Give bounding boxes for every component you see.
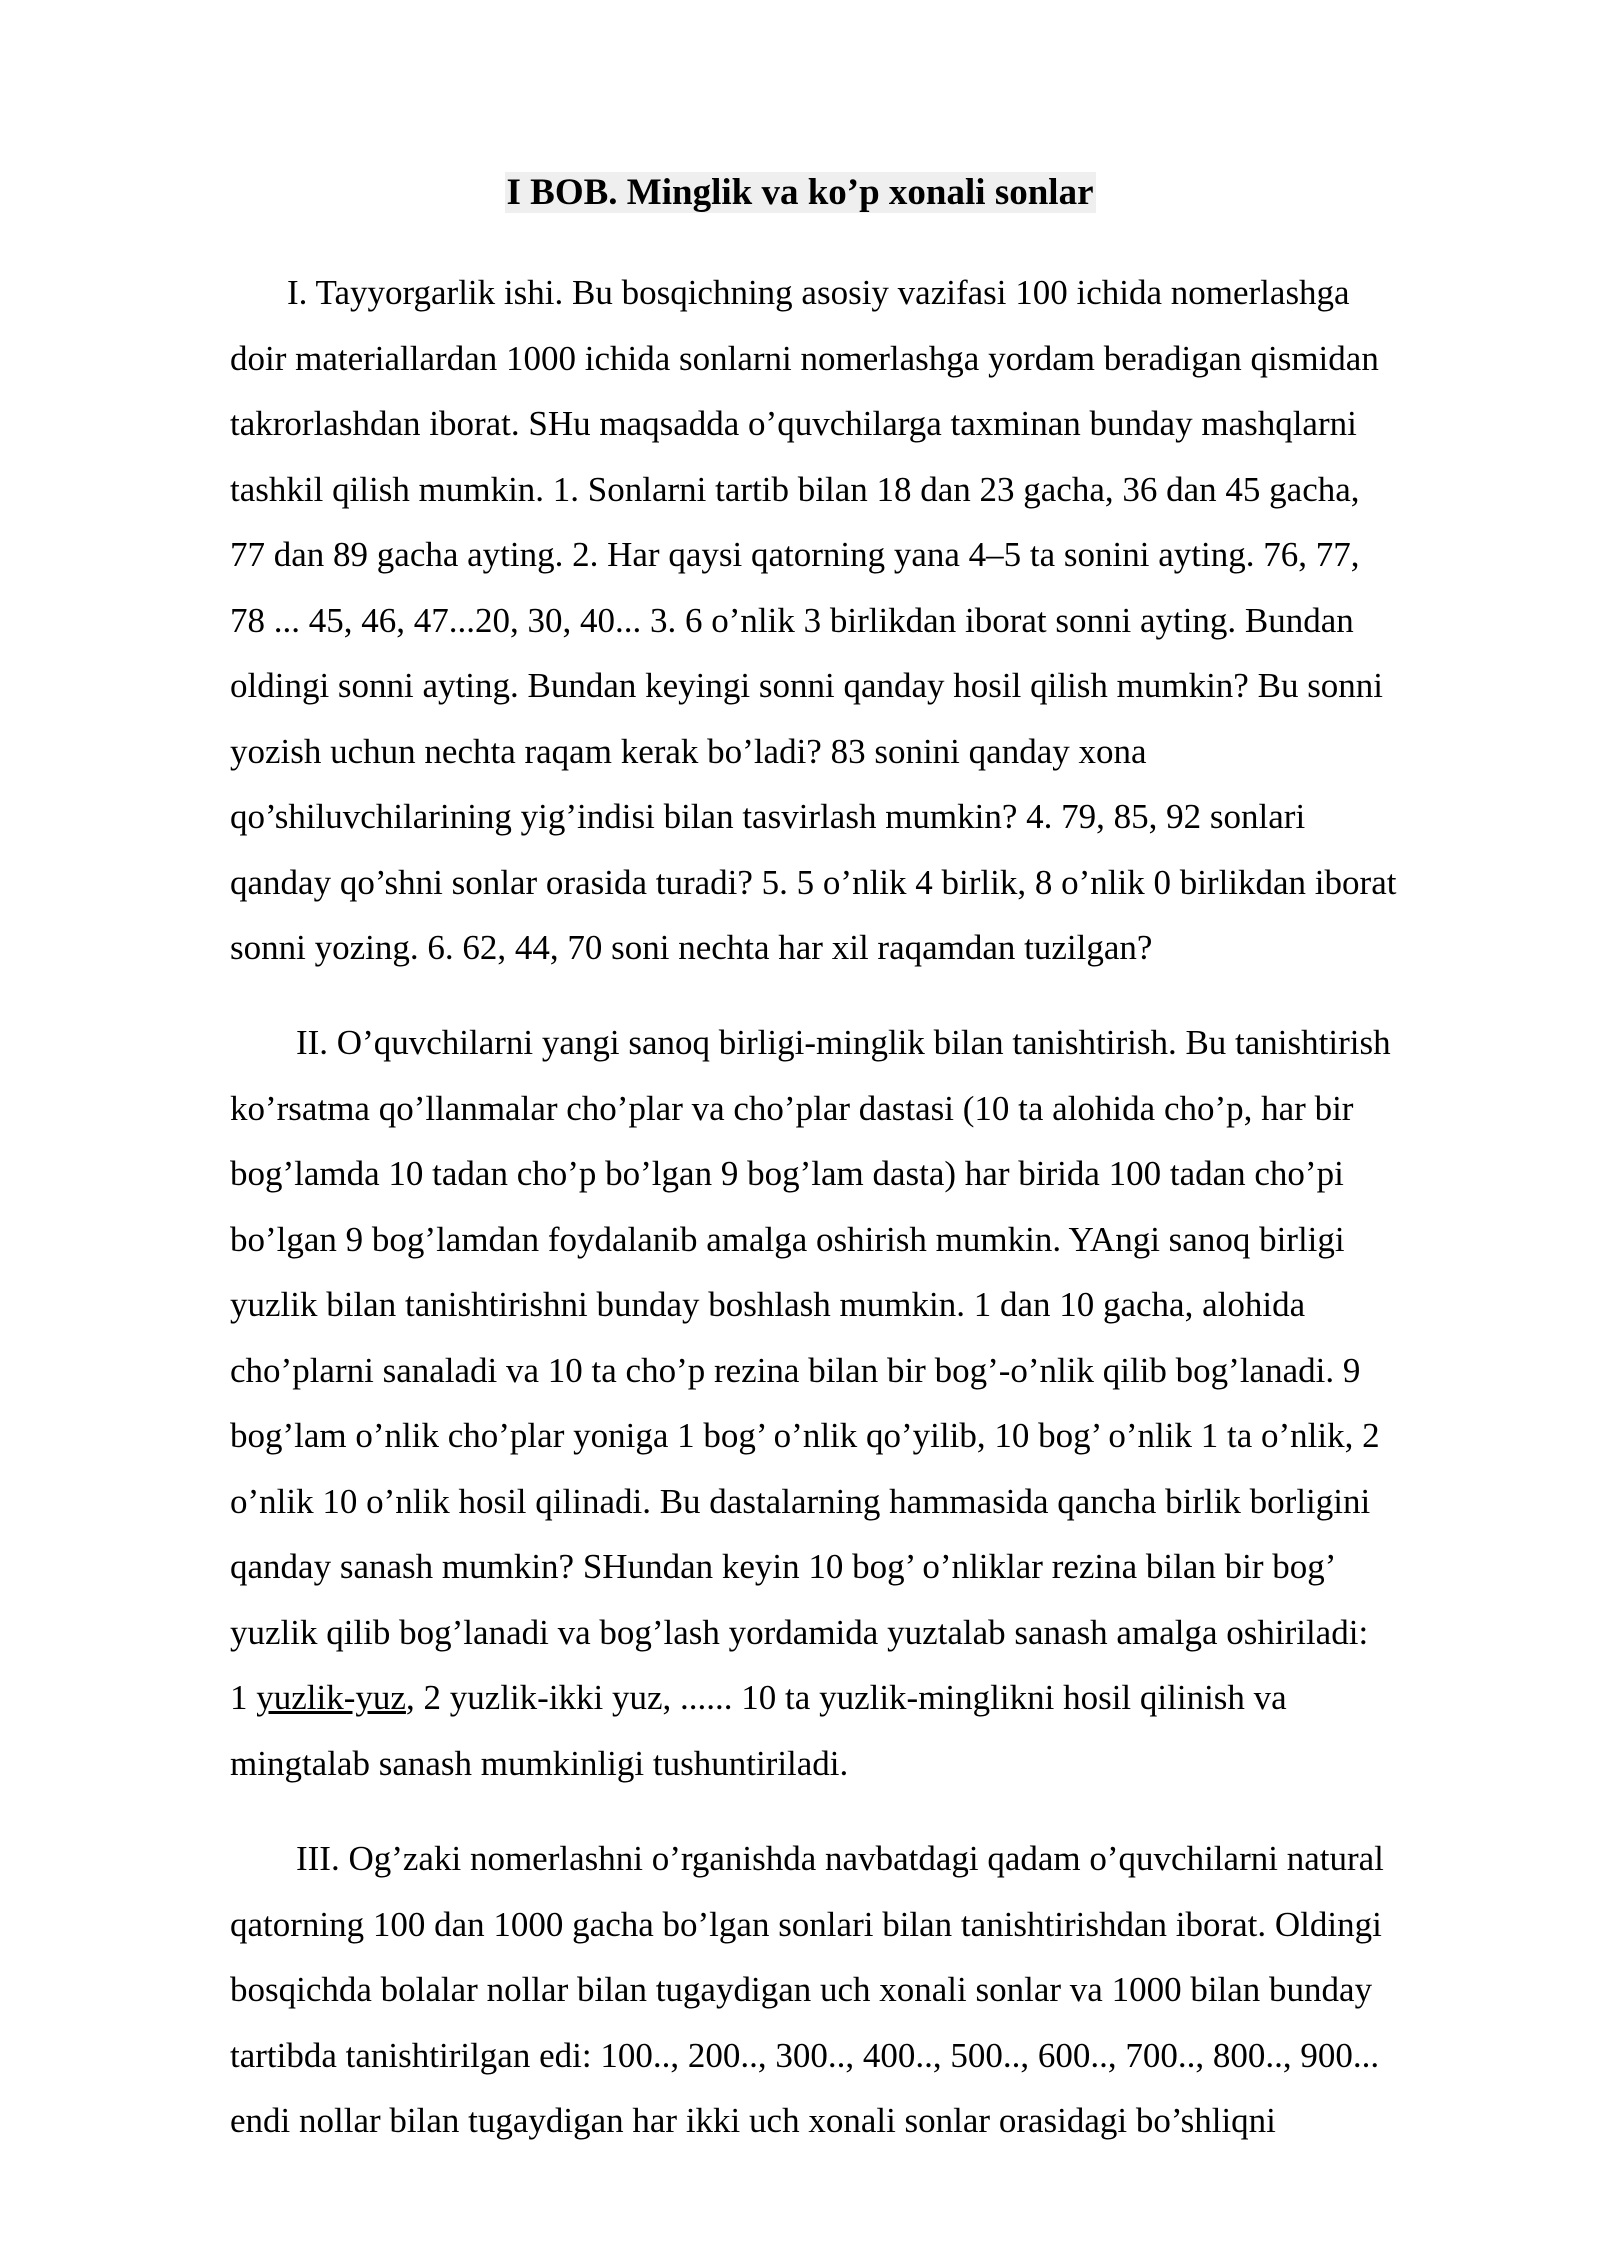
paragraph-line: qatorning 100 dan 1000 gacha bo’lgan sonlari bilan tanishtirishdan iborat. Oldingi <box>230 1904 1382 1944</box>
underlined-text: yuzlik-yuz <box>256 1678 406 1717</box>
paragraph-line: ko’rsatma qo’llanmalar cho’plar va cho’plar dastasi (10 ta alohida cho’p, har bir <box>230 1088 1354 1128</box>
paragraph-line: sonni yozing. 6. 62, 44, 70 soni nechta har xil raqamdan tuzilgan? <box>230 928 1153 967</box>
paragraph-line: yuzlik bilan tanishtirishni bunday boshlash mumkin. 1 dan 10 gacha, alohida <box>230 1285 1306 1324</box>
paragraph-2 <box>230 1010 1500 1796</box>
paragraph-line: oldingi sonni ayting. Bundan keyingi sonni qanday hosil qilish mumkin? Bu sonni <box>230 666 1384 705</box>
paragraph-line: bo’lgan 9 bog’lamdan foydalanib amalga oshirish mumkin. YAngi sanoq birligi <box>230 1219 1345 1259</box>
paragraph-line: cho’plarni sanaladi va 10 ta cho’p rezina bilan bir bog’-o’nlik qilib bog’lanadi. 9 <box>230 1350 1361 1390</box>
paragraph-line: II. O’quvchilarni yangi sanoq birligi-minglik bilan tanishtirish. Bu tanishtirish <box>296 1023 1391 1062</box>
paragraph-line: yuzlik qilib bog’lanadi va bog’lash yordamida yuztalab sanash amalga oshiriladi: <box>230 1612 1369 1652</box>
paragraph-line: endi nollar bilan tugaydigan har ikki uch xonali sonlar orasidagi bo’shliqni <box>230 2101 1276 2140</box>
paragraph-line: bosqichda bolalar nollar bilan tugaydigan uch xonali sonlar va 1000 bilan bunday <box>230 1970 1373 2009</box>
paragraph-line: I. Tayyorgarlik ishi. Bu bosqichning asosiy vazifasi 100 ichida nomerlashga <box>287 273 1350 312</box>
chapter-title <box>0 168 1600 218</box>
paragraph-line: takrorlashdan iborat. SHu maqsadda o’quvchilarga taxminan bunday mashqlarni <box>230 404 1357 443</box>
paragraph-line: doir materiallardan 1000 ichida sonlarni nomerlashga yordam beradigan qismidan <box>230 338 1379 378</box>
paragraph-1 <box>230 260 1500 981</box>
paragraph-3 <box>230 1826 1500 2154</box>
paragraph-line: qo’shiluvchilarining yig’indisi bilan tasvirlash mumkin? 4. 79, 85, 92 sonlari <box>230 797 1306 836</box>
paragraph-line: tartibda tanishtirilgan edi: 100.., 200.., 300.., 400.., 500.., 600.., 700.., 800.., 900... <box>230 2035 1380 2075</box>
paragraph-line: 77 dan 89 gacha ayting. 2. Har qaysi qatorning yana 4–5 ta sonini ayting. 76, 77, <box>230 535 1360 574</box>
text-run: , 2 yuzlik-ikki yuz, ...... 10 ta yuzlik-minglikni hosil qilinish va <box>405 1678 1287 1717</box>
text-run: 1 <box>230 1678 257 1717</box>
paragraph-line: tashkil qilish mumkin. 1. Sonlarni tartib bilan 18 dan 23 gacha, 36 dan 45 gacha, <box>230 469 1360 509</box>
paragraph-line: qanday qo’shni sonlar orasida turadi? 5. 5 o’nlik 4 birlik, 8 o’nlik 0 birlikdan iborat <box>230 862 1397 902</box>
paragraph-line: qanday sanash mumkin? SHundan keyin 10 bog’ o’nliklar rezina bilan bir bog’ <box>230 1547 1337 1586</box>
paragraph-line: o’nlik 10 o’nlik hosil qilinadi. Bu dastalarning hammasida qancha birlik borligini <box>230 1481 1371 1521</box>
paragraph-line: 78 ... 45, 46, 47...20, 30, 40... 3. 6 o’nlik 3 birlikdan iborat sonni ayting. Bundan <box>230 600 1354 640</box>
paragraph-line: yozish uchun nechta raqam kerak bo’ladi? 83 sonini qanday xona <box>230 731 1147 771</box>
paragraph-line: bog’lam o’nlik cho’plar yoniga 1 bog’ o’nlik qo’yilib, 10 bog’ o’nlik 1 ta o’nlik, 2 <box>230 1416 1380 1455</box>
paragraph-line: III. Og’zaki nomerlashni o’rganishda navbatdagi qadam o’quvchilarni natural <box>296 1839 1384 1878</box>
paragraph-line: mingtalab sanash mumkinligi tushuntiriladi. <box>230 1743 849 1783</box>
chapter-title-text: I BOB. Minglik va ko’p xonali sonlar <box>506 172 1094 213</box>
paragraph-line <box>230 1665 1500 1731</box>
paragraph-line: bog’lamda 10 tadan cho’p bo’lgan 9 bog’lam dasta) har birida 100 tadan cho’pi <box>230 1154 1344 1193</box>
